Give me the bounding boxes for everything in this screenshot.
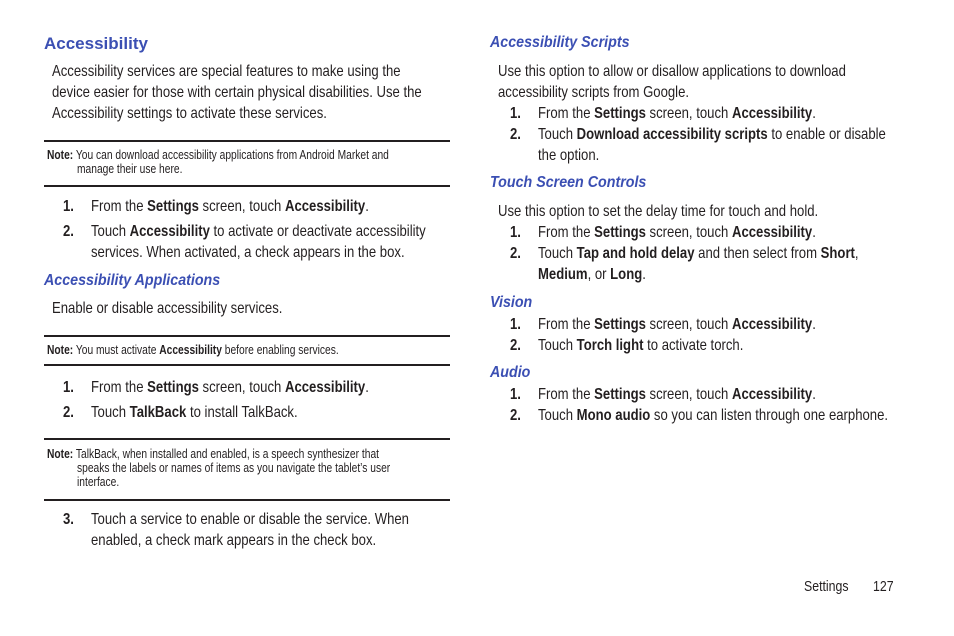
paragraph-line <box>52 300 282 318</box>
step-line <box>538 147 599 165</box>
step-number: 1. <box>510 224 521 241</box>
step-number: 2. <box>510 126 521 143</box>
subsection-heading <box>490 174 646 192</box>
bold-term: Download accessibility scripts <box>576 126 768 144</box>
text: Use this option to allow or disallow applications to download <box>498 63 846 81</box>
bold-term: TalkBack <box>129 404 187 422</box>
bold-term: Settings <box>147 198 199 216</box>
bold-term: Mono audio <box>576 407 651 425</box>
text: Touch <box>538 126 577 144</box>
text: From the <box>538 105 595 123</box>
step-line <box>91 244 405 262</box>
text: You must activate <box>75 343 160 358</box>
bold-term: Accessibility <box>284 379 366 397</box>
step-line <box>538 386 816 404</box>
text: so you can listen through one earphone. <box>650 407 889 425</box>
text: . <box>642 266 646 284</box>
text: before enabling services. <box>221 343 339 358</box>
paragraph-line <box>52 105 327 123</box>
text: screen, touch <box>645 105 732 123</box>
section-heading <box>44 34 148 54</box>
note-label: Note: <box>47 343 74 358</box>
note-line <box>47 447 379 461</box>
note-line <box>47 343 339 357</box>
text: Touch <box>538 245 577 263</box>
page-number: 127 <box>873 579 894 595</box>
text: and then select from <box>694 245 821 263</box>
subsection-heading <box>44 272 220 290</box>
step-line <box>538 224 816 242</box>
text: Accessibility services are special features to make using the <box>52 63 401 81</box>
bold-term: Accessibility <box>731 224 813 242</box>
divider <box>44 499 450 501</box>
text: to activate or deactivate accessibility <box>209 223 426 241</box>
step-line <box>91 404 298 422</box>
step-number: 3. <box>63 511 74 528</box>
text: Enable or disable accessibility services. <box>52 300 283 318</box>
text: device easier for those with certain physical disabilities. Use the <box>52 84 422 102</box>
text: Touch <box>91 223 130 241</box>
text: to install TalkBack. <box>186 404 298 422</box>
text: . <box>812 316 816 334</box>
footer-section: Settings <box>804 579 849 595</box>
text: Use this option to set the delay time for touch and hold. <box>498 203 819 221</box>
note-line <box>77 162 182 176</box>
step-line <box>91 511 409 529</box>
bold-term: Accessibility <box>731 105 813 123</box>
text: Vision <box>490 294 533 312</box>
paragraph-line <box>498 203 818 221</box>
text: Touch <box>538 337 577 355</box>
text: From the <box>91 379 148 397</box>
note-line <box>77 461 390 475</box>
text: Audio <box>490 364 531 382</box>
text: to activate torch. <box>643 337 744 355</box>
text: Touch <box>91 404 130 422</box>
text: to enable or disable <box>767 126 886 144</box>
text: screen, touch <box>198 379 285 397</box>
step-number: 2. <box>63 223 74 240</box>
text: From the <box>91 198 148 216</box>
paragraph-line <box>52 63 401 81</box>
note-label: Note: <box>47 447 74 462</box>
step-number: 1. <box>510 316 521 333</box>
bold-term: Medium <box>538 266 588 284</box>
text: Accessibility settings to activate these services. <box>52 105 327 123</box>
divider <box>44 335 450 337</box>
step-line <box>538 266 646 284</box>
bold-term: Accessibility <box>159 343 222 358</box>
bold-term: Long <box>610 266 643 284</box>
step-line <box>538 316 816 334</box>
divider <box>44 364 450 366</box>
text: , or <box>587 266 611 284</box>
text: enabled, a check mark appears in the check box. <box>91 532 377 550</box>
step-number: 1. <box>510 386 521 403</box>
bold-term: Settings <box>594 224 646 242</box>
bold-term: Settings <box>147 379 199 397</box>
bold-term: Tap and hold delay <box>576 245 695 263</box>
step-line <box>538 105 816 123</box>
note-label: Note: <box>47 148 74 163</box>
subsection-heading <box>490 294 532 312</box>
step-line <box>91 379 369 397</box>
step-number: 1. <box>63 198 74 215</box>
text: screen, touch <box>198 198 285 216</box>
text: manage their use here. <box>77 162 183 177</box>
text: Accessibility Scripts <box>490 34 630 52</box>
bold-term: Settings <box>594 316 646 334</box>
text: screen, touch <box>645 316 732 334</box>
text: TalkBack, when installed and enabled, is a speech synthesizer that <box>75 447 379 462</box>
text: Accessibility <box>44 34 148 54</box>
text: interface. <box>77 475 120 490</box>
text: the option. <box>538 147 600 165</box>
text: Touch a service to enable or disable the service. When <box>91 511 409 529</box>
text: Accessibility Applications <box>44 272 221 290</box>
step-line <box>91 198 369 216</box>
text: . <box>365 379 369 397</box>
text: From the <box>538 316 595 334</box>
divider <box>44 140 450 142</box>
bold-term: Accessibility <box>731 386 813 404</box>
text: Touch Screen Controls <box>490 174 647 192</box>
step-line <box>538 245 859 263</box>
step-line <box>538 126 886 144</box>
bold-term: Settings <box>594 105 646 123</box>
step-line <box>91 223 426 241</box>
step-number: 1. <box>510 105 521 122</box>
bold-term: Accessibility <box>129 223 210 241</box>
step-number: 2. <box>510 337 521 354</box>
text: speaks the labels or names of items as you navigate the tablet’s user <box>77 461 391 476</box>
text: . <box>365 198 369 216</box>
step-number: 1. <box>63 379 74 396</box>
paragraph-line <box>52 84 422 102</box>
text: screen, touch <box>645 224 732 242</box>
step-number: 2. <box>510 407 521 424</box>
text: . <box>812 105 816 123</box>
text: You can download accessibility applications from Android Market and <box>75 148 389 163</box>
text: . <box>812 386 816 404</box>
text: Touch <box>538 407 577 425</box>
paragraph-line <box>498 63 846 81</box>
note-line <box>47 148 389 162</box>
paragraph-line <box>498 84 689 102</box>
bold-term: Settings <box>594 386 646 404</box>
divider <box>44 438 450 440</box>
subsection-heading <box>490 364 530 382</box>
text: From the <box>538 224 595 242</box>
divider <box>44 185 450 187</box>
bold-term: Accessibility <box>284 198 366 216</box>
step-line <box>538 407 888 425</box>
text: . <box>812 224 816 242</box>
subsection-heading <box>490 34 629 52</box>
bold-term: Accessibility <box>731 316 813 334</box>
step-line <box>91 532 376 550</box>
text: services. When activated, a check appears in the box. <box>91 244 405 262</box>
text: accessibility scripts from Google. <box>498 84 690 102</box>
text: , <box>854 245 859 263</box>
bold-term: Torch light <box>576 337 644 355</box>
text: From the <box>538 386 595 404</box>
step-number: 2. <box>63 404 74 421</box>
bold-term: Short <box>820 245 855 263</box>
note-line <box>77 475 119 489</box>
step-line <box>538 337 743 355</box>
text: screen, touch <box>645 386 732 404</box>
step-number: 2. <box>510 245 521 262</box>
